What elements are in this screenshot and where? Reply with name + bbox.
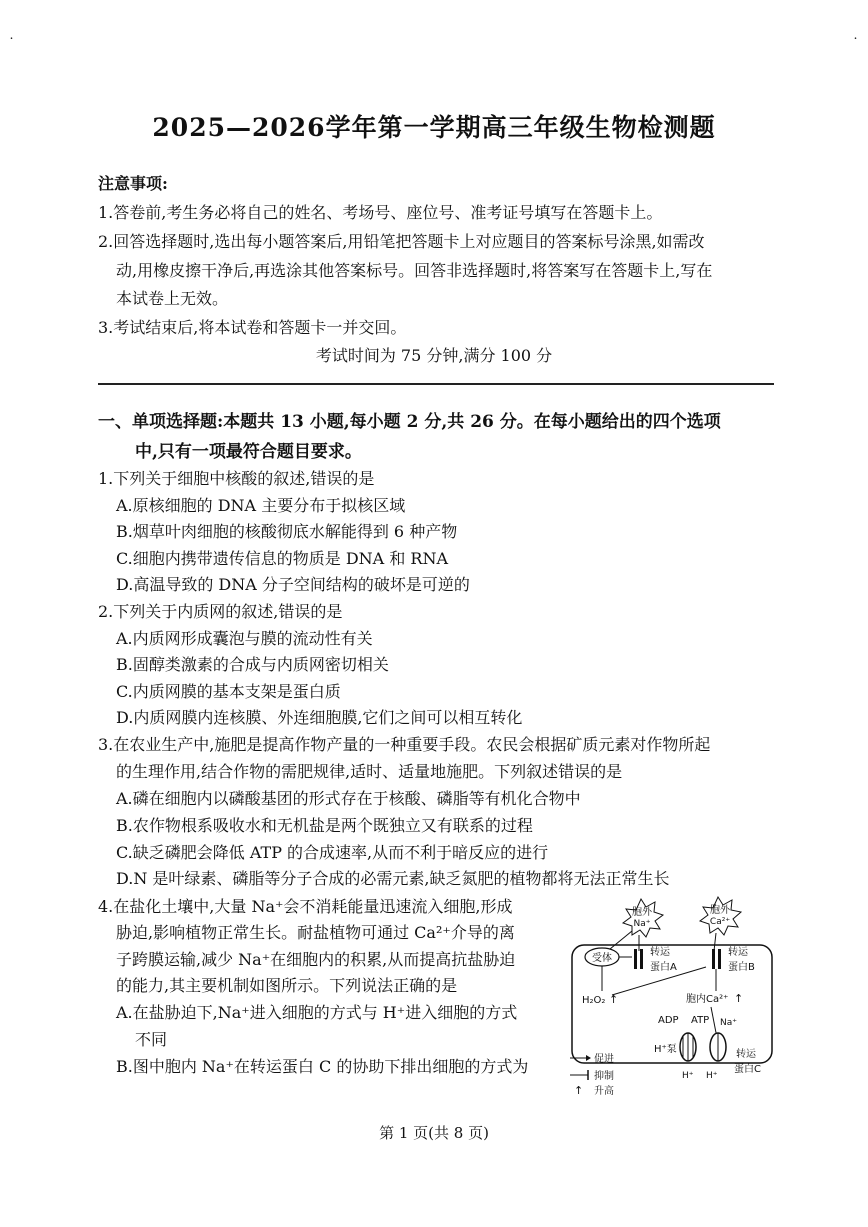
question-stem: 的能力,其主要机制如图所示。下列说法正确的是 bbox=[116, 976, 458, 995]
question-option: C.缺乏磷肥会降低 ATP 的合成速率,从而不利于暗反应的进行 bbox=[116, 843, 549, 862]
page-footer: 第 1 页(共 8 页) bbox=[379, 1124, 489, 1142]
section-title: 中,只有一项最符合题目要求。 bbox=[135, 442, 362, 462]
increase-arrow: ↑ bbox=[734, 992, 744, 1005]
question-option: A.内质网形成囊泡与膜的流动性有关 bbox=[116, 629, 373, 648]
adp-label: ADP bbox=[658, 1015, 679, 1026]
question-option: B.烟草叶肉细胞的核酸彻底水解能得到 6 种产物 bbox=[116, 522, 458, 541]
legend-promote: 促进 bbox=[594, 1054, 614, 1065]
section-title: 一、单项选择题:本题共 13 小题,每小题 2 分,共 26 分。在每小题给出的四个选项 bbox=[98, 412, 721, 432]
exam-title: 2025—2026学年第一学期高三年级生物检测题 bbox=[152, 113, 716, 142]
na-outside-ion: Na⁺ bbox=[633, 919, 651, 929]
question-option: C.细胞内携带遗传信息的物质是 DNA 和 RNA bbox=[116, 549, 449, 568]
transporter-a-label: 蛋白A bbox=[650, 962, 677, 973]
question-stem: 4.在盐化土壤中,大量 Na⁺会不消耗能量迅速流入细胞,形成 bbox=[98, 897, 513, 916]
question-stem: 2.下列关于内质网的叙述,错误的是 bbox=[98, 602, 343, 621]
question-stem: 胁迫,影响植物正常生长。耐盐植物可通过 Ca²⁺介导的离 bbox=[116, 923, 515, 942]
h-ion-label: H⁺ bbox=[682, 1071, 694, 1081]
na-outside-burst bbox=[623, 899, 663, 937]
question-option: B.农作物根系吸收水和无机盐是两个既独立又有联系的过程 bbox=[116, 816, 533, 835]
notice-line: 3.考试结束后,将本试卷和答题卡一并交回。 bbox=[98, 318, 407, 337]
legend-increase: 升高 bbox=[594, 1086, 614, 1095]
question-option: A.原核细胞的 DNA 主要分布于拟核区域 bbox=[116, 496, 406, 515]
increase-arrow: ↑ bbox=[609, 993, 619, 1006]
h-pump-label: H⁺泵 bbox=[654, 1044, 677, 1055]
h2o2-label: H₂O₂ bbox=[582, 995, 606, 1006]
time-info: 考试时间为 75 分钟,满分 100 分 bbox=[315, 346, 553, 365]
ca-outside-ion: Ca²⁺ bbox=[709, 917, 731, 927]
notice-line: 动,用橡皮擦干净后,再选涂其他答案标号。回答非选择题时,将答案写在答题卡上,写在 bbox=[116, 261, 713, 280]
atp-label: ATP bbox=[691, 1015, 710, 1026]
corner-mark: ˙ bbox=[8, 36, 15, 52]
transporter-a-shape bbox=[640, 949, 643, 969]
question-option: D.N 是叶绿素、磷脂等分子合成的必需元素,缺乏氮肥的植物都将无法正常生长 bbox=[116, 869, 670, 888]
question-option: C.内质网膜的基本支架是蛋白质 bbox=[116, 682, 341, 701]
question-option: B.图中胞内 Na⁺在转运蛋白 C 的协助下排出细胞的方式为 bbox=[116, 1057, 529, 1076]
transporter-a-label: 转运 bbox=[650, 947, 670, 958]
legend-inhibit: 抑制 bbox=[594, 1071, 614, 1082]
transporter-a-shape bbox=[634, 949, 637, 969]
na-inside-label: Na⁺ bbox=[720, 1018, 737, 1028]
legend-increase-arrow: ↑ bbox=[574, 1084, 584, 1095]
question-option: D.内质网膜内连核膜、外连细胞膜,它们之间可以相互转化 bbox=[116, 708, 523, 727]
h-ion-label: H⁺ bbox=[706, 1071, 718, 1081]
question-option: 不同 bbox=[135, 1030, 168, 1049]
notice-line: 2.回答选择题时,选出每小题答案后,用铅笔把答题卡上对应题目的答案标号涂黑,如需改 bbox=[98, 232, 705, 251]
divider bbox=[98, 383, 774, 385]
transporter-c-label: 转运 bbox=[736, 1049, 756, 1060]
transporter-b-shape bbox=[712, 949, 715, 969]
arrow-na-receptor bbox=[610, 931, 632, 949]
notice-heading: 注意事项: bbox=[98, 174, 168, 193]
transporter-b-label: 转运 bbox=[728, 947, 748, 958]
transporter-b-shape bbox=[718, 949, 721, 969]
receptor-label: 受体 bbox=[592, 953, 612, 964]
question-stem: 3.在农业生产中,施肥是提高作物产量的一种重要手段。农民会根据矿质元素对作物所起 bbox=[98, 735, 711, 754]
ion-transport-diagram bbox=[566, 895, 780, 1095]
transporter-b-label: 蛋白B bbox=[728, 962, 755, 973]
legend-promote-arrow bbox=[586, 1055, 591, 1061]
corner-mark: ˙ bbox=[852, 36, 859, 52]
ca-outside-label: 胞外 bbox=[710, 905, 730, 916]
notice-line: 本试卷上无效。 bbox=[116, 289, 229, 308]
question-option: A.磷在细胞内以磷酸基团的形式存在于核酸、磷脂等有机化合物中 bbox=[116, 789, 581, 808]
question-option: B.固醇类激素的合成与内质网密切相关 bbox=[116, 655, 389, 674]
question-stem: 1.下列关于细胞中核酸的叙述,错误的是 bbox=[98, 469, 375, 488]
question-stem: 的生理作用,结合作物的需肥规律,适时、适量地施肥。下列叙述错误的是 bbox=[116, 762, 623, 781]
notice-line: 1.答卷前,考生务必将自己的姓名、考场号、座位号、准考证号填写在答题卡上。 bbox=[98, 203, 663, 222]
question-option: A.在盐胁迫下,Na⁺进入细胞的方式与 H⁺进入细胞的方式 bbox=[116, 1003, 518, 1022]
transporter-c-label: 蛋白C bbox=[734, 1064, 761, 1075]
question-stem: 子跨膜运输,减少 Na⁺在细胞内的积累,从而提高抗盐胁迫 bbox=[116, 950, 516, 969]
question-option: D.高温导致的 DNA 分子空间结构的破坏是可逆的 bbox=[116, 575, 470, 594]
ca-inside-label: 胞内Ca²⁺ bbox=[686, 994, 729, 1005]
ca-outside-burst bbox=[700, 897, 741, 935]
arrow-ca-in bbox=[714, 933, 716, 951]
na-outside-label: 胞外 bbox=[632, 907, 652, 918]
